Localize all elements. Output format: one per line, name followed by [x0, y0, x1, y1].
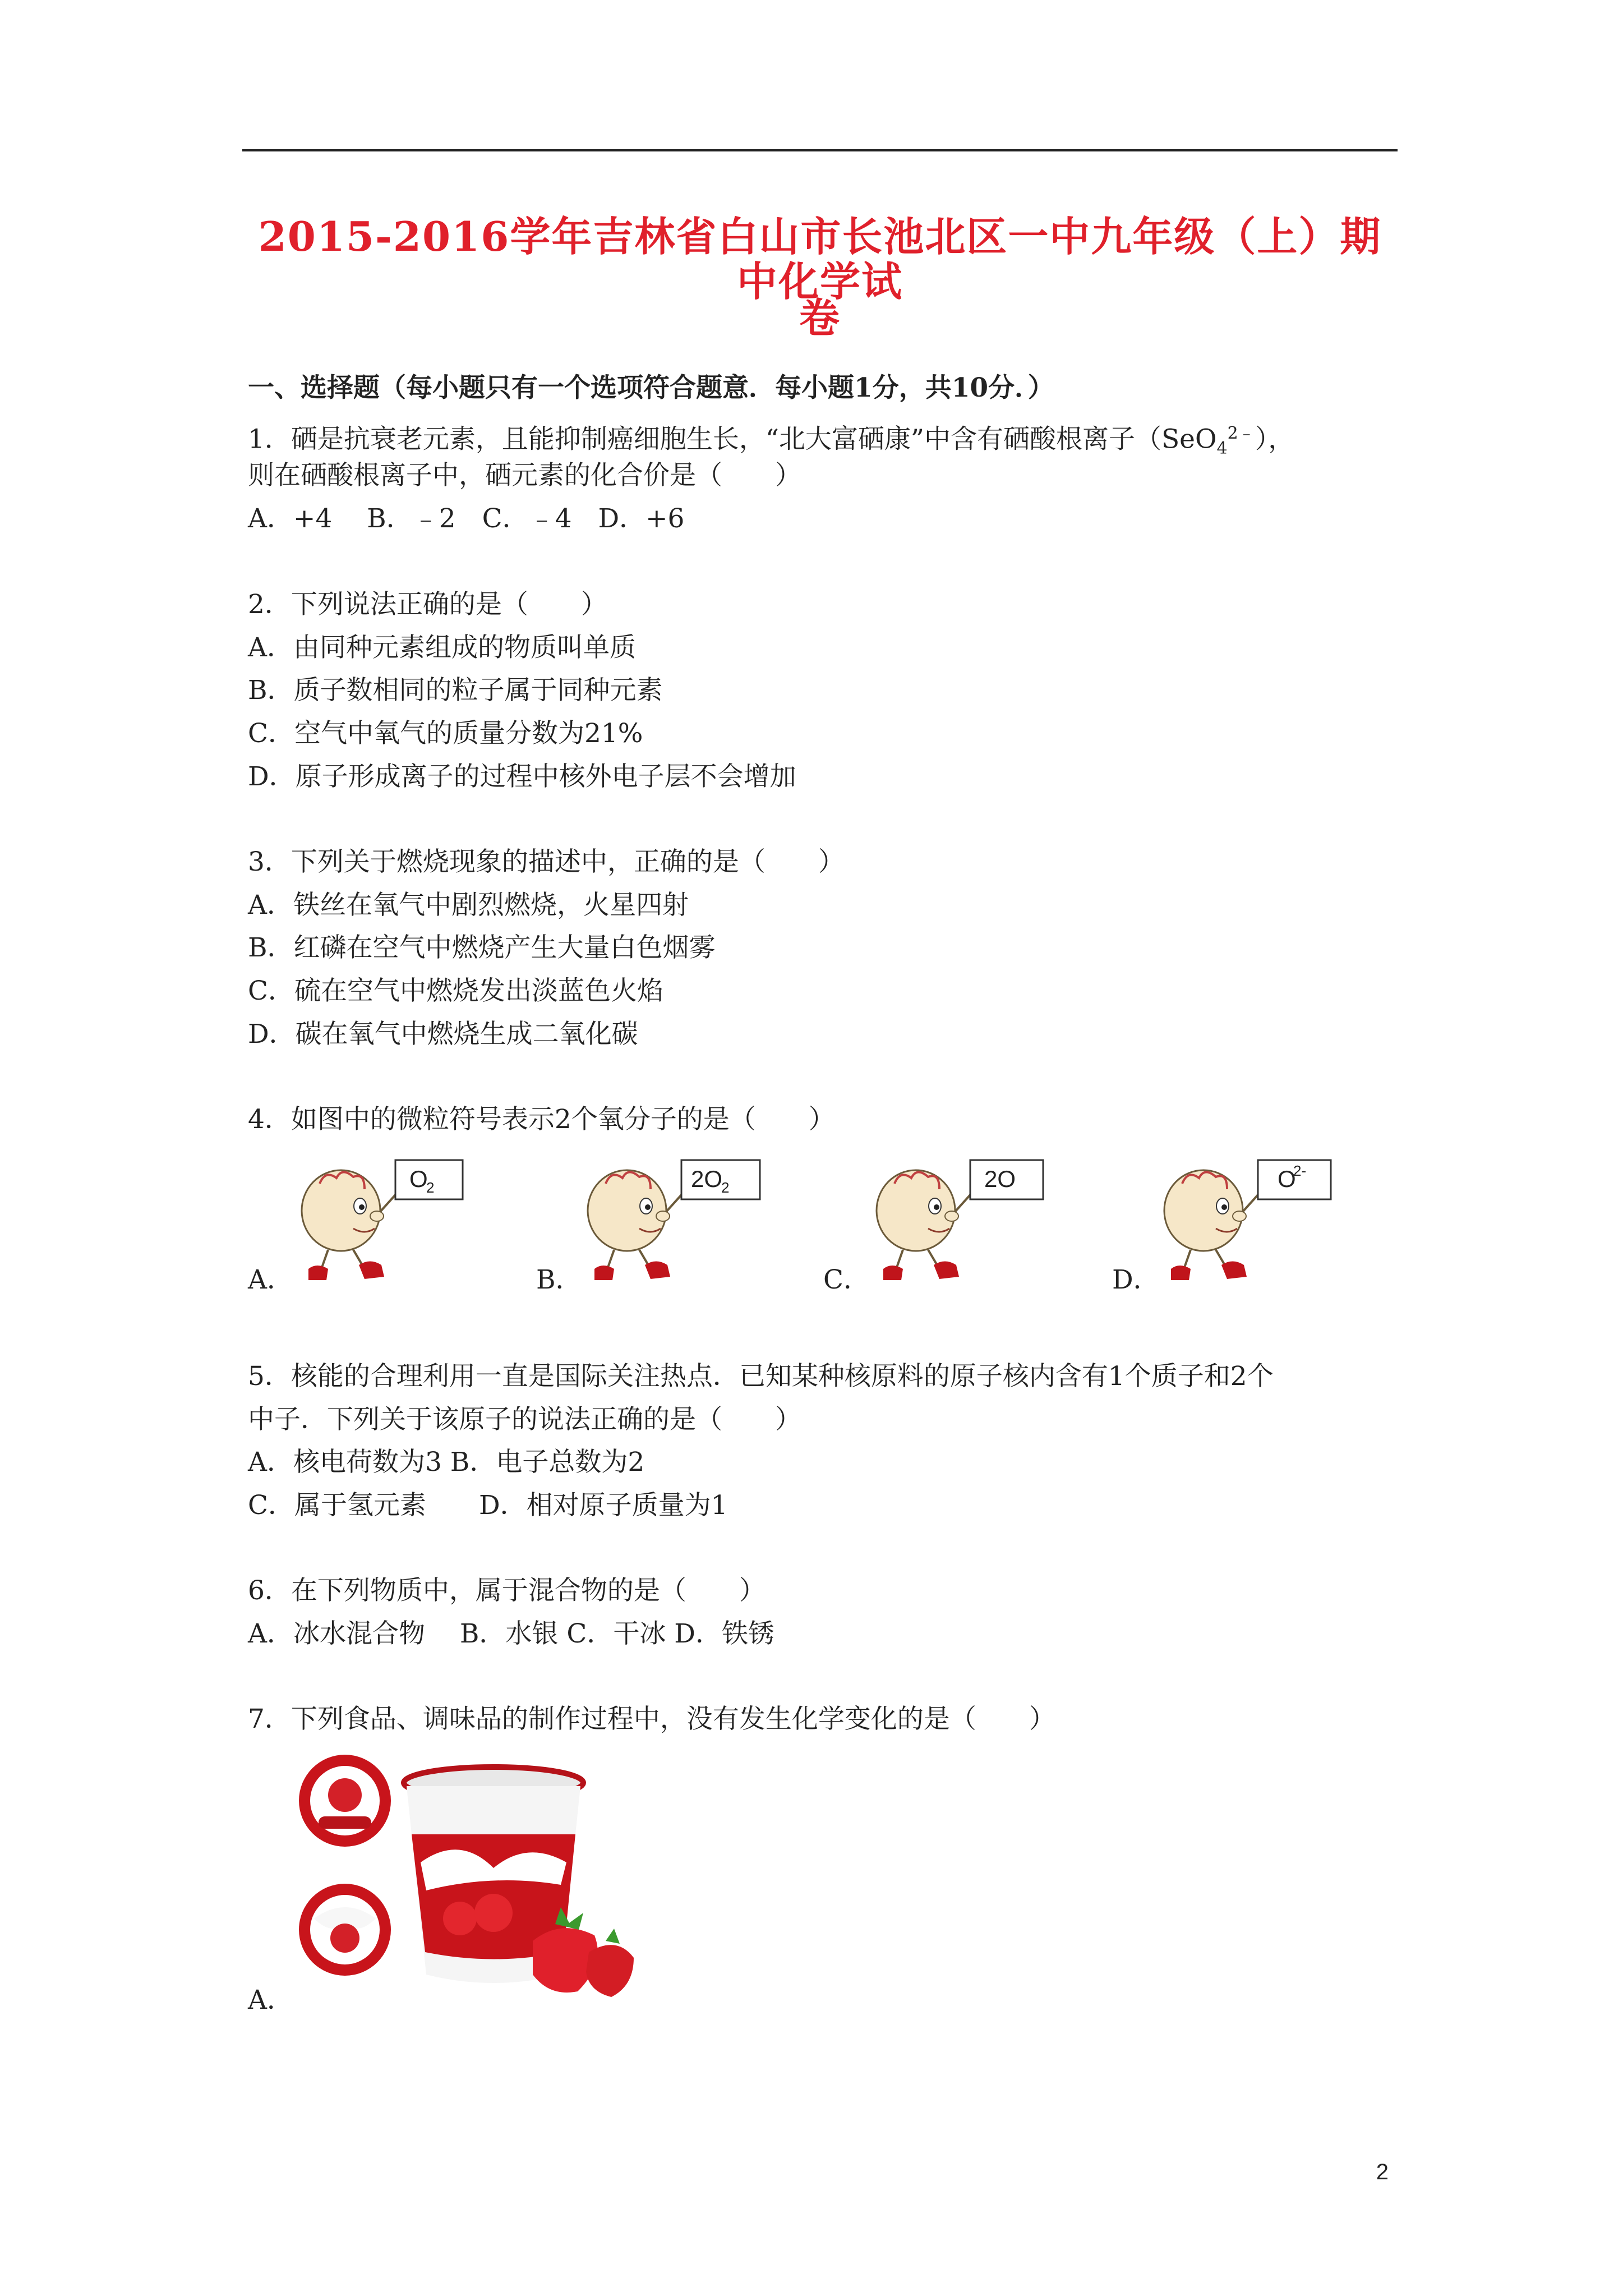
q5-stem-line1: 5．核能的合理利用一直是国际关注热点．已知某种核原料的原子核内含有1个质子和2个 — [248, 1361, 1274, 1392]
q4-label-d: D． — [1112, 1264, 1160, 1295]
q4-sign-b-sub: 2 — [721, 1179, 730, 1196]
q4-sign-c-main: 2O — [984, 1166, 1016, 1192]
q2-option-b: B．质子数相同的粒子属于同种元素 — [248, 675, 663, 706]
page-number: 2 — [1376, 2160, 1389, 2184]
q4-sign-a-sub: 2 — [426, 1179, 435, 1196]
header-rule — [242, 149, 1398, 151]
q7-stem: 7．下列食品、调味品的制作过程中，没有发生化学变化的是（ ） — [248, 1704, 1055, 1734]
cartoon-molecule-icon — [588, 1170, 681, 1280]
q2-option-c: C．空气中氧气的质量分数为21% — [248, 718, 643, 749]
q1-subscript: 4 — [1216, 439, 1228, 459]
q4-sign-a-main: O — [409, 1166, 428, 1192]
q2-option-a: A．由同种元素组成的物质叫单质 — [248, 632, 636, 663]
q4-label-c: C． — [823, 1264, 870, 1295]
q7-yogurt-figure — [292, 1750, 639, 2008]
q4-label-b: B． — [536, 1264, 582, 1295]
q4-stem: 4．如图中的微粒符号表示2个氧分子的是（ ） — [248, 1104, 835, 1135]
q4-sign-d-main: O — [1278, 1166, 1296, 1192]
cartoon-molecule-icon — [1164, 1170, 1258, 1280]
yogurt-lid-icon — [299, 1884, 391, 1976]
q3-stem: 3．下列关于燃烧现象的描述中，正确的是（ ） — [248, 846, 845, 877]
section-heading: 一、选择题（每小题只有一个选项符合题意．每小题1分，共10分．） — [248, 372, 1054, 403]
q4-label-a: A． — [248, 1264, 293, 1295]
yogurt-lid-icon — [299, 1755, 391, 1847]
q1-stem-line1: 1．硒是抗衰老元素，且能抑制癌细胞生长，“北大富硒康”中含有硒酸根离子（SeO$_4^{2﹣}$）， — [248, 424, 1295, 459]
q5-options-ab: A．核电荷数为3 B．电子总数为2 — [248, 1447, 645, 1478]
q6-stem: 6．在下列物质中，属于混合物的是（ ） — [248, 1575, 766, 1606]
q1-options: A．+4 B．﹣2 C．﹣4 D．+6 — [248, 503, 685, 534]
q2-option-d: D．原子形成离子的过程中核外电子层不会增加 — [248, 761, 796, 792]
q4-figure-b — [561, 1150, 813, 1296]
q7-label-a: A． — [248, 1985, 293, 2016]
document-title-cont: 卷 — [799, 294, 841, 342]
document-title: 2015-2016学年吉林省白山市长池北区一中九年级（上）期中化学试 — [258, 213, 1382, 305]
q2-stem: 2．下列说法正确的是（ ） — [248, 589, 607, 620]
q5-options-cd: C．属于氢元素 D．相对原子质量为1 — [248, 1490, 728, 1521]
cartoon-molecule-icon — [302, 1170, 395, 1280]
q4-figure-c — [850, 1150, 1102, 1296]
cartoon-molecule-icon — [877, 1170, 970, 1280]
q4-sign-d-sup: 2- — [1293, 1162, 1307, 1179]
q3-option-b: B．红磷在空气中燃烧产生大量白色烟雾 — [248, 932, 716, 963]
q3-option-c: C．硫在空气中燃烧发出淡蓝色火焰 — [248, 976, 663, 1006]
q3-option-d: D．碳在氧气中燃烧生成二氧化碳 — [248, 1019, 638, 1050]
q4-figure-a — [275, 1150, 527, 1296]
q4-figure-d — [1137, 1150, 1390, 1296]
q1-stem-line2: 则在硒酸根离子中，硒元素的化合价是（ ） — [248, 460, 801, 491]
q6-options: A．冰水混合物 B．水银 C．干冰 D．铁锈 — [248, 1618, 774, 1649]
q4-sign-b-main: 2O — [691, 1166, 723, 1192]
q3-option-a: A．铁丝在氧气中剧烈燃烧，火星四射 — [248, 890, 689, 921]
q5-stem-line2: 中子．下列关于该原子的说法正确的是（ ） — [248, 1404, 801, 1435]
q1-superscript: 2﹣ — [1227, 424, 1255, 443]
